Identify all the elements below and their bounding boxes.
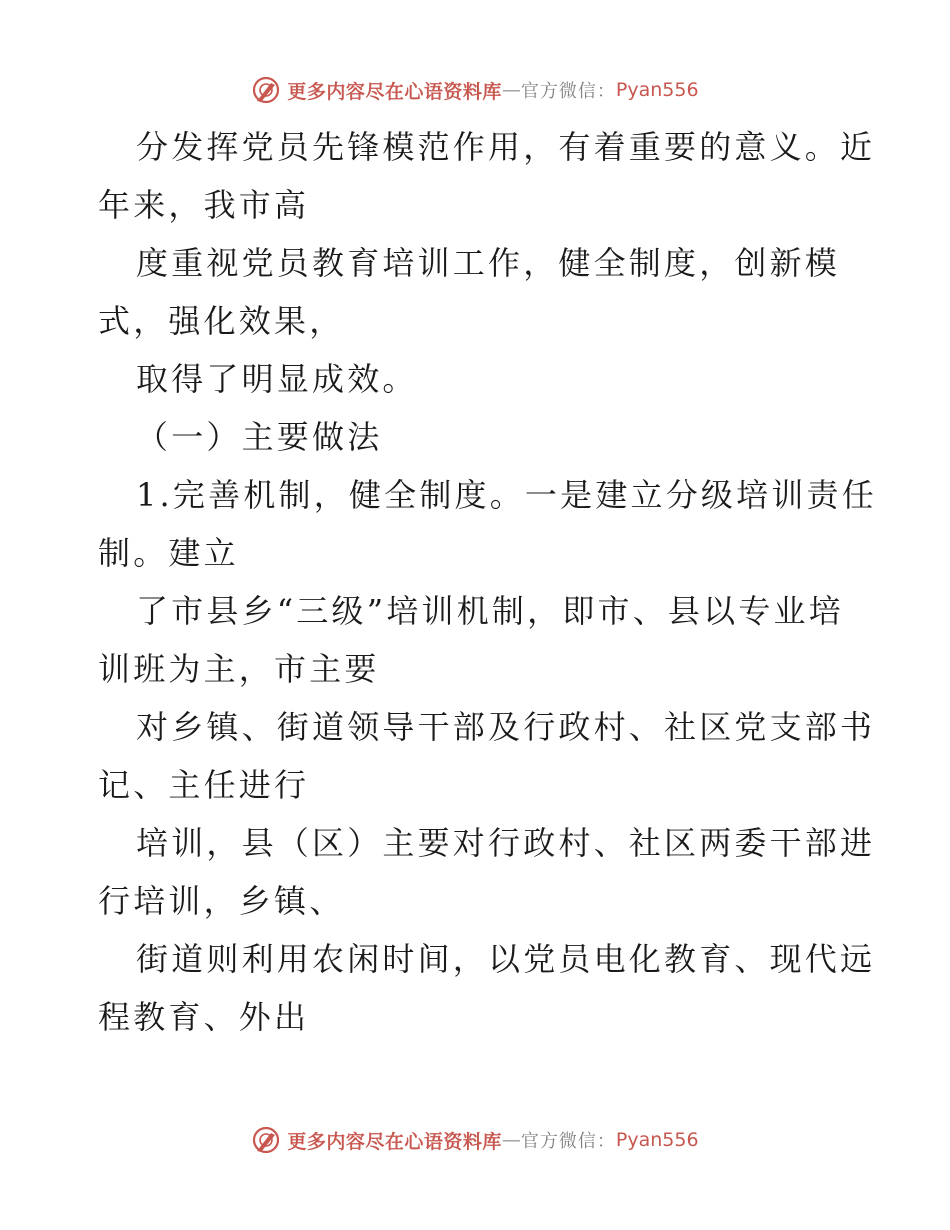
- body-text: [98, 118, 877, 1046]
- text-line: 训班为主，市主要: [98, 650, 380, 688]
- text-line: 培训，县（区）主要对行政村、社区两委干部进: [136, 824, 876, 862]
- feather-pen-logo-icon: [251, 75, 281, 105]
- text-line: 对乡镇、街道领导干部及行政村、社区党支部书: [136, 708, 876, 746]
- watermark-separator: —: [501, 1129, 521, 1151]
- text-line: 程教育、外出: [98, 998, 310, 1036]
- watermark-wechat-id: Pyan556: [615, 1129, 699, 1151]
- watermark-label: 官方微信：: [520, 81, 616, 102]
- text-line: 取得了明显成效。: [136, 360, 418, 398]
- text-line: 1.完善机制，健全制度。一是建立分级培训责任: [136, 476, 877, 514]
- section-heading: （一）主要做法: [136, 418, 383, 456]
- text-line: 式，强化效果，: [98, 302, 345, 340]
- text-line: 度重视党员教育培训工作，健全制度，创新模: [136, 244, 841, 282]
- feather-pen-logo-icon: [251, 1125, 281, 1155]
- footer-watermark: [0, 1120, 950, 1160]
- header-watermark: [0, 70, 950, 110]
- text-line: 记、主任进行: [98, 766, 310, 804]
- text-line: 行培训，乡镇、: [98, 882, 345, 920]
- text-line: 街道则利用农闲时间，以党员电化教育、现代远: [136, 940, 876, 978]
- watermark-text: 更多内容尽在心语资料库: [287, 1130, 502, 1153]
- text-line: 分发挥党员先锋模范作用，有着重要的意义。近: [136, 128, 876, 166]
- text-line: 制。建立: [98, 534, 239, 572]
- watermark-separator: —: [501, 79, 521, 101]
- watermark-text: 更多内容尽在心语资料库: [287, 80, 502, 103]
- text-line: 年来，我市高: [98, 186, 310, 224]
- watermark-label: 官方微信：: [520, 1131, 616, 1152]
- text-line: 了市县乡“三级”培训机制，即市、县以专业培: [136, 592, 844, 630]
- watermark-wechat-id: Pyan556: [615, 79, 699, 101]
